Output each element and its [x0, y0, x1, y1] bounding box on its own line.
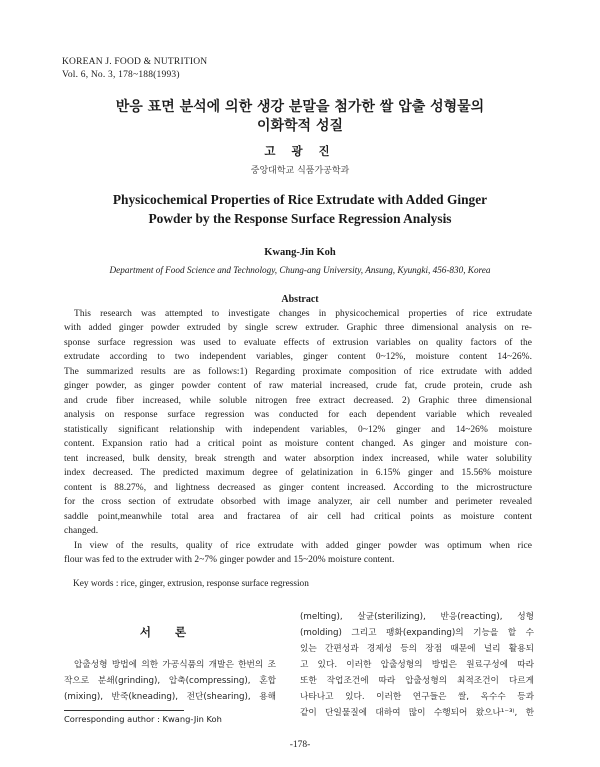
korean-title-line: 이화학적 성질 [256, 118, 344, 134]
abstract-line: flour was fed to the extruder with 2~7% ginger powder and 15~20% moisture content. [64, 555, 395, 565]
abstract-line: changed. [64, 526, 99, 536]
abstract-line: ginger powder, as ginger powder content of raw material increased, crude fat, crude protein, crude ash [64, 381, 532, 391]
section-heading: 서 론 [139, 625, 197, 639]
korean-author: 고 광 진 [264, 144, 336, 158]
abstract-line: extrudate according to two independent variables, ginger content 0~12%, moisture content 14~26%. [64, 352, 532, 362]
english-affiliation: Department of Food Science and Technology, Chung-ang University, Ansung, Kyungki, 456-830, Korea [109, 265, 491, 275]
abstract-line: with added ginger powder extruded by single screw extruder. Graphic three dimensional analysis on re- [64, 323, 532, 333]
abstract-line: analysis on response surface regression was conducted for each dependent variable which revealed [64, 410, 532, 420]
abstract-line: This research was attempted to investigate changes in physicochemical properties of rice extrudate [74, 309, 532, 319]
page-number: -178- [289, 740, 311, 750]
english-title-line: Powder by the Response Surface Regression Analysis [148, 211, 452, 226]
body-text-line: 같이 단일물질에 대하여 많이 수행되어 왔으나¹⁻³⁾, 한 [300, 708, 534, 718]
abstract-line: content. Expansion ratio had a critical point as moisture content changed. As ginger and moisture con- [64, 439, 532, 449]
journal-volume: Vol. 6, No. 3, 178~188(1993) [62, 70, 180, 80]
body-text-line: (molding) 그리고 팽화(expanding)의 기능을 할 수 [300, 628, 534, 638]
body-text-line: 작으로 분쇄(grinding), 압축(compressing), 혼합 [64, 676, 276, 686]
abstract-line: tent increased, bulk density, break strength and water absorption index increased, while water solubility [64, 454, 532, 464]
korean-title-line: 반응 표면 분석에 의한 생강 분말을 첨가한 쌀 압출 성형물의 [115, 99, 485, 115]
abstract-line: index decreased. The predicted maximum degree of gelatinization in 6.15% ginger and 15.56% moisture [64, 468, 532, 478]
body-text-line: 압출성형 방법에 의한 가공식품의 개발은 한번의 조 [74, 660, 276, 670]
footnote-divider [64, 710, 184, 711]
abstract-line: and crude fiber increased, while soluble nitrogen free extract decreased. 2) Graphic three dimensional [64, 396, 532, 406]
footnote: Corresponding author : Kwang-Jin Koh [64, 714, 222, 724]
body-text-line: (mixing), 반죽(kneading), 전단(shearing), 용해 [64, 692, 276, 702]
journal-header [62, 56, 207, 82]
journal-name: KOREAN J. FOOD & NUTRITION [62, 57, 208, 67]
abstract-line: sponse surface regression was used to evaluate effects of extrusion variables on quality factors of the [64, 338, 532, 348]
body-text-line: (melting), 살균(sterilizing), 반응(reacting), 성형 [300, 612, 534, 622]
english-title-line: Physicochemical Properties of Rice Extrudate with Added Ginger [112, 192, 488, 207]
abstract-line: The summarized results are as follows:1) Regarding proximate composition of rice extrudate with added [64, 367, 532, 377]
abstract-line: statistically significant relationship with independent variables, 0~12% ginger and 14~26% moisture [64, 425, 532, 435]
abstract-line: In view of the results, quality of rice extrudate with added ginger powder was optimum when rice [74, 541, 532, 551]
abstract-line: saddle point,meanwhile total area and fractarea of air cell had critical points as moisture content [64, 512, 532, 522]
abstract-heading: Abstract [281, 294, 319, 305]
keywords: Key words : rice, ginger, extrusion, response surface regression [73, 579, 309, 589]
body-text-line: 나타나고 있다. 이러한 연구들은 쌀, 옥수수 등과 [300, 692, 534, 702]
english-author: Kwang-Jin Koh [264, 247, 336, 258]
abstract-line: content is 88.27%, and lightness decreased as ginger content increased. According to the microstructure [64, 483, 532, 493]
abstract-line: for the cross section of extrudate obsorbed with image analyzer, air cell number and perimeter revealed [64, 497, 532, 507]
body-text-line: 고 있다. 이러한 압출성형의 방법은 원료구성에 따라 [300, 660, 534, 670]
body-text-line: 있는 간편성과 경제성 등의 장점 때문에 널리 활용되 [300, 644, 534, 654]
body-text-line: 또한 작업조건에 따라 압출성형의 최적조건이 다르게 [300, 676, 534, 686]
korean-affiliation: 중앙대학교 식품가공학과 [250, 166, 350, 176]
